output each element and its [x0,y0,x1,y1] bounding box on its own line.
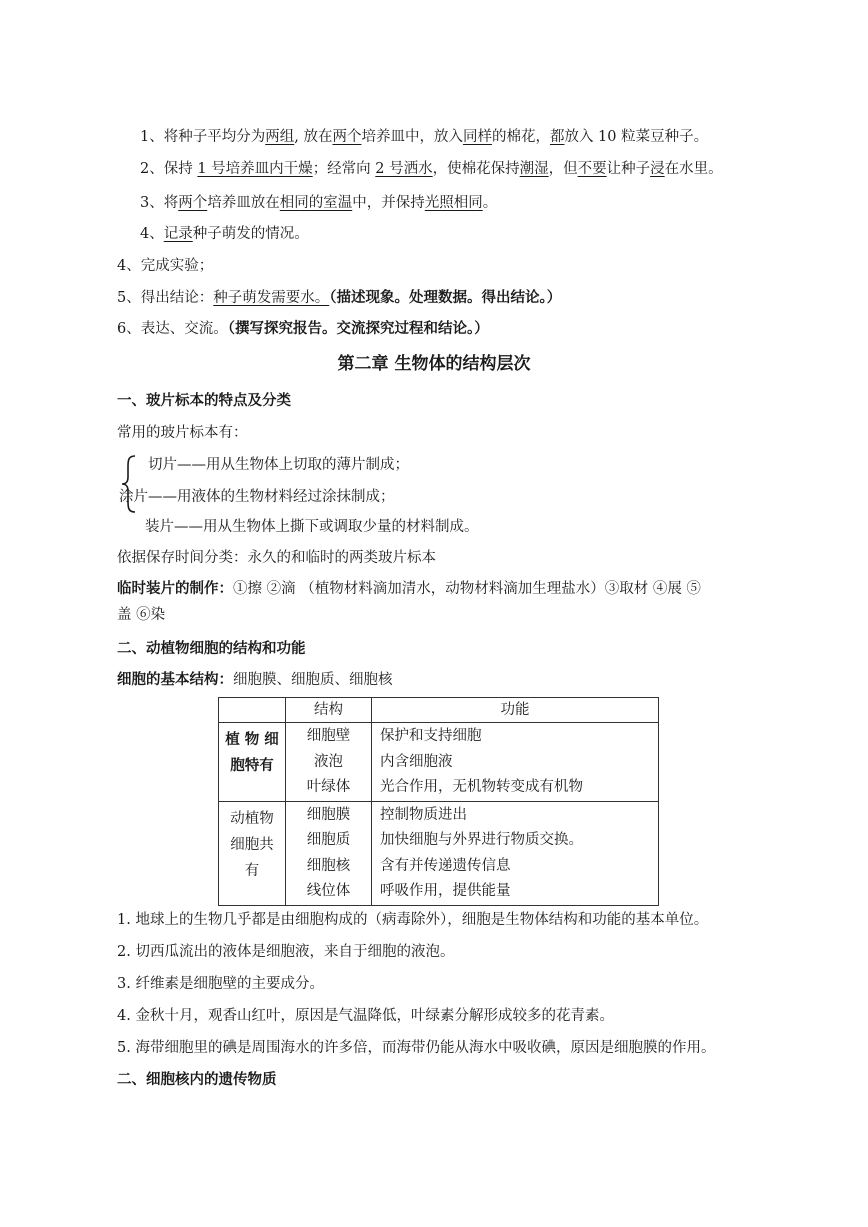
structure: 细胞核 [306,857,351,874]
underlined-text: 都 [549,129,565,145]
note-1: 1. 地球上的生物几乎都是由细胞构成的（病毒除外），细胞是生物体结构和功能的基本单位。 [117,912,709,928]
text: 3、将 [140,195,179,211]
text: 细胞膜、细胞质、细胞核 [233,672,393,688]
item-6 [117,319,489,339]
text: ，使棉花保持 [432,161,520,177]
text: ；经常向 [312,161,376,177]
function: 内含细胞液 [380,753,453,770]
underlined-text: 光照相同 [424,195,483,211]
structure: 叶绿体 [306,779,351,795]
text: , 放在 [294,129,333,145]
basic-structure [117,670,393,690]
text: 种子萌发的情况。 [192,226,309,242]
bold-note: （撰写探究报告。交流探究过程和结论。） [227,320,489,337]
underlined-text: 同样 [462,129,492,145]
underlined-text: 不要 [577,161,607,177]
temp-mount-steps [117,579,701,599]
cell-structure-table [218,697,659,906]
structure: 细胞质 [306,832,351,848]
classification-by-time: 依据保存时间分类：永久的和临时的两类玻片标本 [117,550,436,566]
step-1 [140,127,708,147]
text: 的棉花， [491,129,550,145]
label-line: 细胞共 [230,836,274,853]
underlined-text: 两个 [332,129,362,145]
text: ，但 [548,161,578,177]
note-4: 4. 金秋十月，观香山红叶，原因是气温降低，叶绿素分解形成较多的花青素。 [117,1008,614,1024]
section-title [117,639,306,659]
structure-cell [286,801,372,905]
structure: 细胞膜 [306,806,351,823]
chapter-title: 第二章 生物体的结构层次 [337,354,531,374]
step-4 [140,224,309,244]
table-row [219,723,659,802]
label-line: 动植物 [230,810,274,827]
row-group-label [219,801,286,905]
label-line: 有 [244,862,260,879]
item-5 [117,288,561,308]
text: ①擦 ②滴 （植物材料滴加清水，动物材料滴加生理盐水）③取材 ④展 ⑤ [233,581,701,597]
bold-label: 临时装片的制作： [117,580,233,597]
conclusion-text: 种子萌发需要水。 [213,290,330,306]
underlined-text: 两个 [178,195,208,211]
table-header [219,698,286,723]
item-4: 4、完成实验； [117,258,214,274]
structure: 液泡 [314,753,343,770]
underlined-text: 潮湿 [519,161,549,177]
text: 放入 10 粒菜豆种子。 [564,129,709,145]
text: 1、将种子平均分为 [140,129,266,145]
slide-type-smear: 涂片——用液体的生物材料经过涂抹制成； [119,489,395,505]
step-2 [140,159,723,179]
step-3 [140,193,497,213]
bold-label: 细胞的基本结构： [117,671,233,688]
function-cell [372,723,659,802]
structure: 细胞壁 [306,728,351,744]
label-line: 植 物 细 [225,731,279,748]
function-cell [372,801,659,905]
function: 呼吸作用，提供能量 [380,883,511,899]
slide-intro: 常用的玻片标本有： [117,425,248,441]
text: 。 [482,195,498,211]
note-2: 2. 切西瓜流出的液体是细胞液，来自于细胞的液泡。 [117,944,455,960]
heading: 二、细胞核内的遗传物质 [117,1071,277,1088]
structure-cell [286,723,372,802]
heading: 一、玻片标本的特点及分类 [117,392,291,409]
temp-mount-steps-cont: 盖 ⑥染 [117,607,166,623]
slide-type-mount: 装片——用从生物体上撕下或调取少量的材料制成。 [145,519,479,535]
section-title [117,1070,277,1090]
text: 培养皿中，放入 [361,129,463,145]
text: 5、得出结论： [117,290,214,306]
underlined-text: 相同的室温 [279,195,353,211]
underlined-text: 1 号培养皿内干燥 [197,161,313,177]
underlined-text: 浸 [650,161,665,177]
underlined-text: 2 号洒水 [375,161,433,177]
function: 加快细胞与外界进行物质交换。 [380,832,583,848]
function: 光合作用，无机物转变成有机物 [380,779,583,795]
table-row [219,801,659,905]
text: 培养皿放在 [207,195,280,211]
row-group-label [219,723,286,802]
text: 2、保持 [140,161,198,177]
text: 让种子 [606,161,651,177]
text: 中，并保持 [352,195,425,211]
underlined-text: 记录 [163,226,193,242]
function: 控制物质进出 [380,806,467,823]
underlined-text: 两组 [265,129,295,145]
text: 在水里。 [664,161,723,177]
text: 6、表达、交流。 [117,321,228,337]
structure: 线位体 [306,883,351,899]
table-header: 结构 [286,698,372,723]
function: 保护和支持细胞 [380,728,482,744]
heading: 二、动植物细胞的结构和功能 [117,640,306,657]
bold-note: （描述现象。处理数据。得出结论。） [329,289,562,306]
table-header-row [219,698,659,723]
table-header: 功能 [372,698,659,723]
function: 含有并传递遗传信息 [380,857,511,874]
label-line: 胞特有 [230,757,274,774]
text: 4、 [140,226,164,242]
slide-type-section: 切片——用从生物体上切取的薄片制成； [148,457,409,473]
note-5: 5. 海带细胞里的碘是周围海水的许多倍，而海带仍能从海水中吸收碘，原因是细胞膜的作用。 [117,1040,716,1056]
note-3: 3. 纤维素是细胞壁的主要成分。 [117,976,324,992]
section-title [117,391,291,411]
